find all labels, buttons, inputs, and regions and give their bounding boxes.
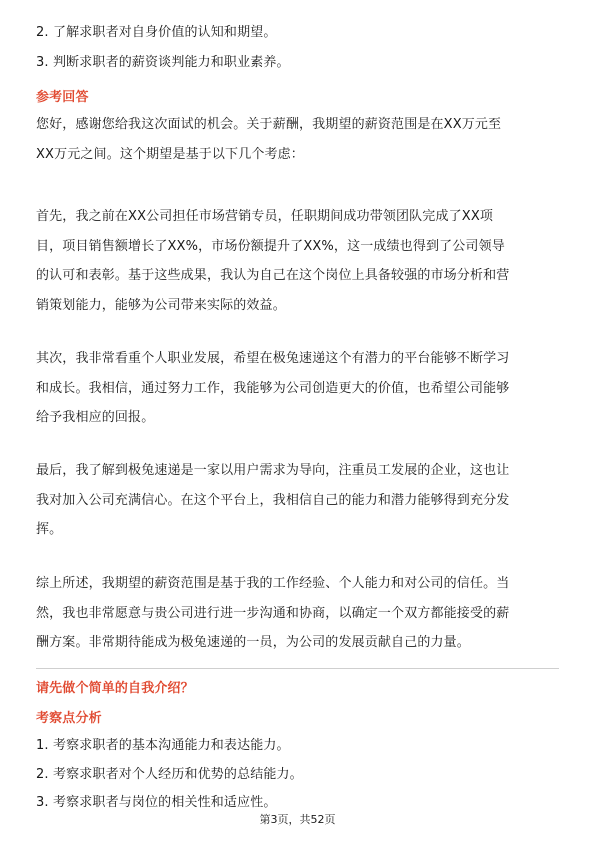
reference-answer-heading: 参考回答 bbox=[36, 90, 89, 105]
answer-line: 的认可和表彰。基于这些成果，我认为自己在这个岗位上具备较强的市场分析和营 bbox=[36, 268, 510, 283]
answer-line: 酬方案。非常期待能成为极兔速递的一员，为公司的发展贡献自己的力量。 bbox=[36, 635, 470, 650]
answer-line: 您好，感谢您给我这次面试的机会。关于薪酬，我期望的薪资范围是在XX万元至 bbox=[36, 117, 502, 132]
answer-line: 然，我也非常愿意与贵公司进行进一步沟通和协商，以确定一个双方都能接受的薪 bbox=[36, 606, 510, 621]
answer-line: 目，项目销售额增长了XX%，市场份额提升了XX%，这一成绩也得到了公司领导 bbox=[36, 239, 505, 254]
answer-line: 销策划能力，能够为公司带来实际的效益。 bbox=[36, 298, 286, 313]
analysis-point: 1. 考察求职者的基本沟通能力和表达能力。 bbox=[36, 738, 290, 753]
section-divider bbox=[36, 668, 559, 669]
page-number: 第3页，共52页 bbox=[259, 813, 336, 826]
answer-line: 我对加入公司充满信心。在这个平台上，我相信自己的能力和潜力能够得到充分发 bbox=[36, 493, 510, 508]
point-item: 2. 了解求职者对自身价值的认知和期望。 bbox=[36, 25, 277, 40]
answer-line: XX万元之间。这个期望是基于以下几个考虑： bbox=[36, 147, 304, 162]
analysis-heading: 考察点分析 bbox=[36, 711, 102, 726]
analysis-point: 2. 考察求职者对个人经历和优势的总结能力。 bbox=[36, 767, 303, 782]
point-item: 3. 判断求职者的薪资谈判能力和职业素养。 bbox=[36, 55, 290, 70]
analysis-point: 3. 考察求职者与岗位的相关性和适应性。 bbox=[36, 795, 277, 810]
answer-line: 首先，我之前在XX公司担任市场营销专员，任职期间成功带领团队完成了XX项 bbox=[36, 209, 494, 224]
question-title: 请先做个简单的自我介绍？ bbox=[36, 681, 194, 696]
answer-line: 最后，我了解到极兔速递是一家以用户需求为导向，注重员工发展的企业，这也让 bbox=[36, 463, 510, 478]
answer-line: 其次，我非常看重个人职业发展，希望在极兔速递这个有潜力的平台能够不断学习 bbox=[36, 351, 510, 366]
answer-line: 和成长。我相信，通过努力工作，我能够为公司创造更大的价值，也希望公司能够 bbox=[36, 381, 510, 396]
answer-line: 挥。 bbox=[36, 522, 63, 537]
answer-line: 综上所述，我期望的薪资范围是基于我的工作经验、个人能力和对公司的信任。当 bbox=[36, 576, 510, 591]
answer-line: 给予我相应的回报。 bbox=[36, 410, 155, 425]
